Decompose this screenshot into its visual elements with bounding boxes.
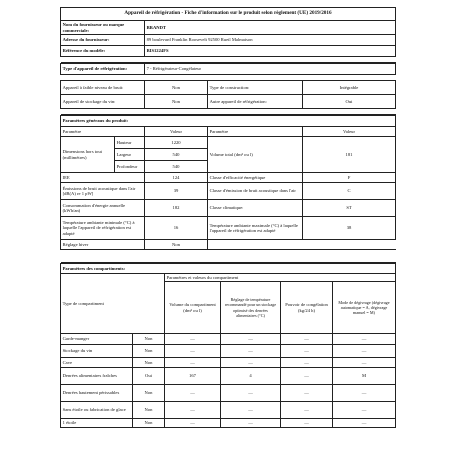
winter-setting-value: Non: [145, 240, 208, 250]
param-header-2: Paramètre: [208, 127, 303, 137]
table-row: [61, 419, 396, 428]
compartment-group-header: Paramètres et valeurs du compartiment: [165, 274, 396, 282]
volume-label: Volume total (dm³ ou l): [208, 137, 303, 173]
compartment-temperature: —: [221, 334, 281, 345]
energy-consumption-label: Consommation d'énergie annuelle (kWh/an): [61, 200, 145, 217]
volume-value: 181: [303, 137, 396, 173]
compartment-defrost: —: [333, 385, 396, 402]
compartments-section-title: Paramètres des compartiments:: [61, 264, 396, 274]
defrost-col-header: Mode de dégivrage (dégivrage automatique = A, dégivrage manuel = M): [333, 282, 396, 334]
compartment-temperature: —: [221, 385, 281, 402]
dimensions-label: Dimensions hors tout (millimètres): [61, 137, 115, 173]
compartment-name: Denrées hautement périssables: [61, 385, 133, 402]
compartment-volume: 167: [165, 368, 221, 385]
value-header-2: Valeur: [303, 127, 396, 137]
noise-class-label: Classe d'émission de bruit acoustique dans l'air: [208, 183, 303, 200]
compartment-temperature: —: [221, 402, 281, 419]
compartment-defrost: —: [333, 334, 396, 345]
other-appliance-label: Autre appareil de réfrigération:: [208, 95, 303, 109]
iee-value: 124: [145, 173, 208, 183]
compartment-temperature: —: [221, 358, 281, 368]
table-row: [61, 345, 396, 358]
other-appliance-value: Oui: [303, 95, 396, 109]
compartment-name: Garde-manger: [61, 334, 133, 345]
max-temperature-label: Température ambiante maximale (°C) à laquelle l'appareil de réfrigération est adapté: [208, 217, 303, 240]
compartment-present: Non: [133, 345, 165, 358]
climate-class-label: Classe climatique:: [208, 200, 303, 217]
freezing-col-header: Pouvoir de congélation (kg/24 h): [281, 282, 333, 334]
compartment-name: Denrées alimentaires fraîches: [61, 368, 133, 385]
supplier-address-label: Adresse du fournisseur:: [61, 35, 145, 46]
compartment-name: Cave: [61, 358, 133, 368]
noise-emission-label: Émissions de bruit acoustique dans l'air [dB(A) re 1 pW]: [61, 183, 145, 200]
height-label: Hauteur: [115, 137, 145, 149]
height-value: 1220: [145, 137, 208, 149]
wine-storage-label: Appareil de stockage du vin:: [61, 95, 145, 109]
general-section-title: Paramètres généraux du produit:: [61, 116, 396, 127]
compartment-name: 1 étoile: [61, 419, 133, 428]
compartment-freezing: —: [281, 402, 333, 419]
spacer: [61, 109, 396, 115]
compartment-defrost: —: [333, 419, 396, 428]
model-label: Référence du modèle:: [61, 46, 145, 57]
low-noise-label: Appareil à faible niveau de bruit:: [61, 81, 145, 95]
supplier-table: [60, 7, 396, 63]
compartments-table: [60, 263, 396, 428]
table-row: [61, 402, 396, 419]
supplier-name-label: Nom du fournisseur ou marque commerciale:: [61, 21, 145, 35]
compartment-present: Non: [133, 419, 165, 428]
temperature-col-header: Réglage de température recommandé pour un stockage optimisé des denrées alimentaires (°C): [221, 282, 281, 334]
climate-class-value: ST: [303, 200, 396, 217]
compartment-defrost: M: [333, 368, 396, 385]
min-temperature-value: 16: [145, 217, 208, 240]
construction-label: Type de construction:: [208, 81, 303, 95]
energy-class-value: F: [303, 173, 396, 183]
low-noise-value: Non: [145, 81, 208, 95]
compartment-defrost: —: [333, 358, 396, 368]
compartment-freezing: —: [281, 358, 333, 368]
spacer: [61, 250, 396, 263]
compartment-present: Non: [133, 385, 165, 402]
appliance-type-label: Type d'appareil de réfrigération:: [61, 64, 145, 75]
compartment-volume: —: [165, 334, 221, 345]
compartment-present: Non: [133, 334, 165, 345]
iee-label: IEE: [61, 173, 145, 183]
min-temperature-label: Température ambiante minimale (°C) à laquelle l'appareil de réfrigération est adapté: [61, 217, 145, 240]
compartment-volume: —: [165, 402, 221, 419]
energy-consumption-value: 182: [145, 200, 208, 217]
energy-class-label: Classe d'efficacité énergétique: [208, 173, 303, 183]
table-row: [61, 385, 396, 402]
construction-value: Intégrable: [303, 81, 396, 95]
volume-col-header: Volume du compartiment (dm³ ou l): [165, 282, 221, 334]
compartment-freezing: —: [281, 385, 333, 402]
general-parameters-table: [60, 115, 396, 263]
param-header: Paramètre: [61, 127, 145, 137]
table-row: [61, 334, 396, 345]
product-information-sheet: [60, 7, 396, 428]
compartment-freezing: —: [281, 419, 333, 428]
wine-storage-value: Non: [145, 95, 208, 109]
empty-cell: [208, 240, 396, 250]
model-value: BIS1224FS: [145, 46, 396, 57]
spacer: [61, 57, 396, 63]
compartment-name: Stockage du vin: [61, 345, 133, 358]
noise-emission-value: 39: [145, 183, 208, 200]
width-value: 540: [145, 149, 208, 161]
width-label: Largeur: [115, 149, 145, 161]
table-row: [61, 358, 396, 368]
compartment-temperature: 4: [221, 368, 281, 385]
compartment-present: Non: [133, 402, 165, 419]
compartment-volume: —: [165, 345, 221, 358]
compartment-freezing: —: [281, 345, 333, 358]
compartment-defrost: —: [333, 345, 396, 358]
type-table: [60, 63, 396, 115]
value-header: Valeur: [145, 127, 208, 137]
compartment-volume: —: [165, 419, 221, 428]
winter-setting-label: Réglage hiver: [61, 240, 145, 250]
compartment-temperature: —: [221, 345, 281, 358]
depth-value: 540: [145, 161, 208, 173]
compartment-freezing: —: [281, 334, 333, 345]
supplier-address-value: 89 boulevard Franklin Roosevelt 92500 Rueil Malmaison: [145, 35, 396, 46]
compartment-freezing: —: [281, 368, 333, 385]
compartment-present: Oui: [133, 368, 165, 385]
compartment-defrost: —: [333, 402, 396, 419]
table-row: [61, 368, 396, 385]
compartment-present: Non: [133, 358, 165, 368]
compartment-volume: —: [165, 385, 221, 402]
noise-class-value: C: [303, 183, 396, 200]
appliance-type-value: 7 - Réfrigérateur-Congélateur: [145, 64, 396, 75]
supplier-name-value: BRANDT: [145, 21, 396, 35]
sheet-title: Appareil de réfrigération - Fiche d'information sur le produit selon règlement (UE) 2019/2016: [61, 8, 396, 21]
compartment-temperature: —: [221, 419, 281, 428]
depth-label: Profondeur: [115, 161, 145, 173]
max-temperature-value: 38: [303, 217, 396, 240]
compartment-volume: —: [165, 358, 221, 368]
compartment-name: Sans étoile ou fabrication de glace: [61, 402, 133, 419]
compartment-type-header: Type de compartiment: [61, 274, 165, 334]
